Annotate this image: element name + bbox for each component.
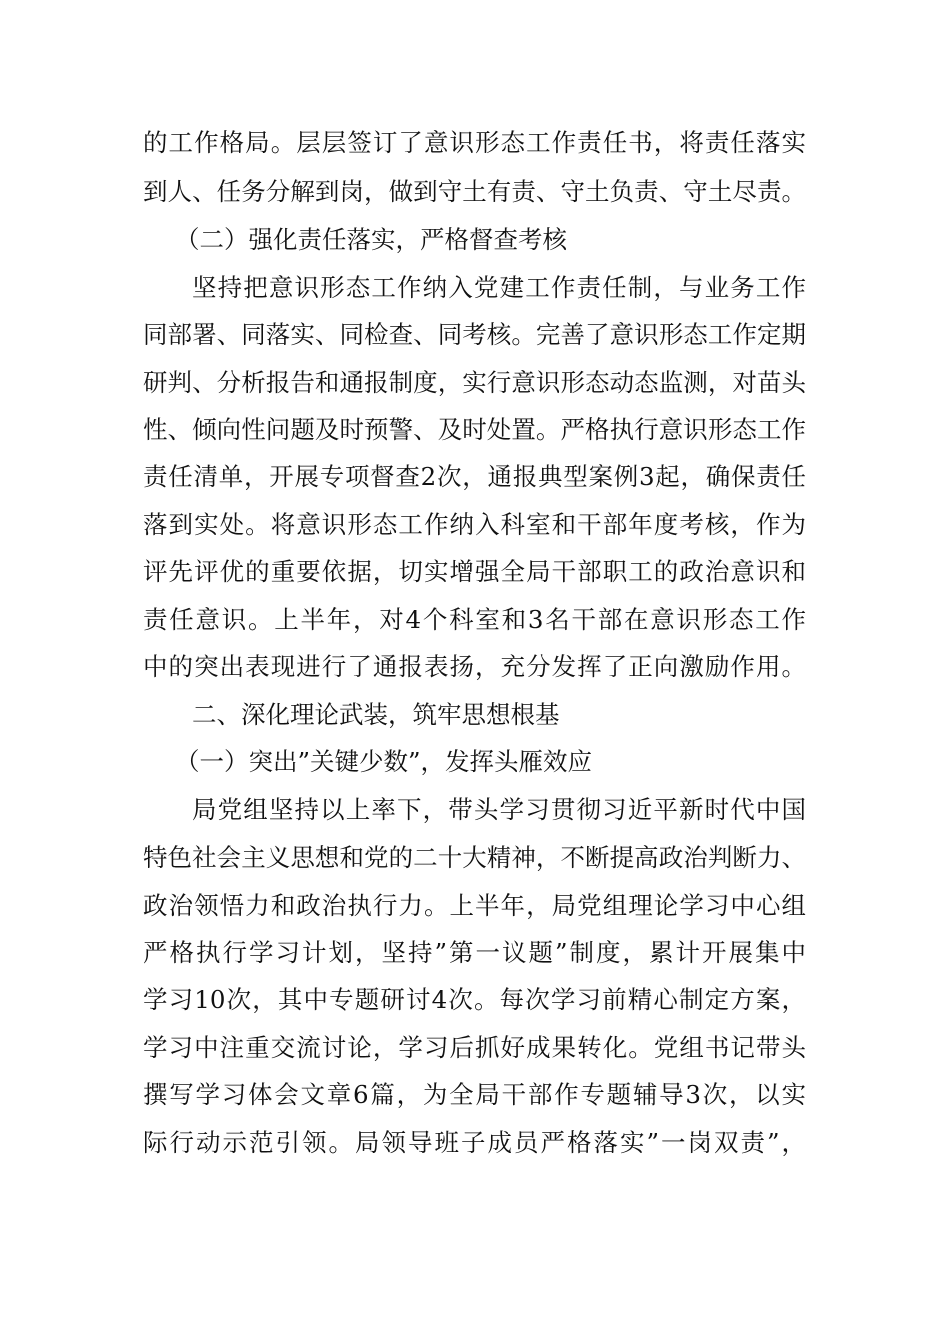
paragraph-line: 的工作格局。层层签订了意识形态工作责任书，将责任落实 [143, 128, 806, 157]
paragraph-line: 研判、分析报告和通报制度，实行意识形态动态监测，对苗头 [143, 368, 806, 397]
paragraph-line: 责任清单，开展专项督查2次，通报典型案例3起，确保责任 [143, 462, 806, 491]
paragraph-line: 局党组坚持以上率下，带头学习贯彻习近平新时代中国 [192, 795, 806, 824]
paragraph-line: 性、倾向性问题及时预警、及时处置。严格执行意识形态工作 [143, 415, 806, 444]
paragraph-line: 同部署、同落实、同检查、同考核。完善了意识形态工作定期 [143, 320, 806, 349]
paragraph-line: 学习中注重交流讨论，学习后抓好成果转化。党组书记带头 [143, 1033, 806, 1062]
paragraph-line: 撰写学习体会文章6篇，为全局干部作专题辅导3次，以实 [143, 1080, 806, 1109]
paragraph-line: 坚持把意识形态工作纳入党建工作责任制，与业务工作 [192, 273, 806, 302]
section-heading: 二、深化理论武装，筑牢思想根基 [192, 700, 560, 729]
paragraph-line: 学习10次，其中专题研讨4次。每次学习前精心制定方案， [143, 985, 806, 1014]
paragraph-line: 到人、任务分解到岗，做到守土有责、守土负责、守土尽责。 [143, 177, 806, 206]
paragraph-line: 特色社会主义思想和党的二十大精神，不断提高政治判断力、 [143, 843, 806, 872]
paragraph-line: 评先评优的重要依据，切实增强全局干部职工的政治意识和 [143, 557, 806, 586]
paragraph-line: 严格执行学习计划，坚持”第一议题”制度，累计开展集中 [143, 938, 806, 967]
section-heading: （二）强化责任落实，严格督查考核 [175, 225, 567, 254]
paragraph-line: 责任意识。上半年，对4个科室和3名干部在意识形态工作 [143, 605, 806, 634]
section-heading: （一）突出”关键少数”，发挥头雁效应 [175, 747, 593, 776]
paragraph-line: 中的突出表现进行了通报表扬，充分发挥了正向激励作用。 [143, 652, 806, 681]
paragraph-line: 际行动示范引领。局领导班子成员严格落实”一岗双责”， [143, 1128, 806, 1157]
paragraph-line: 政治领悟力和政治执行力。上半年，局党组理论学习中心组 [143, 891, 806, 920]
paragraph-line: 落到实处。将意识形态工作纳入科室和干部年度考核，作为 [143, 510, 806, 539]
